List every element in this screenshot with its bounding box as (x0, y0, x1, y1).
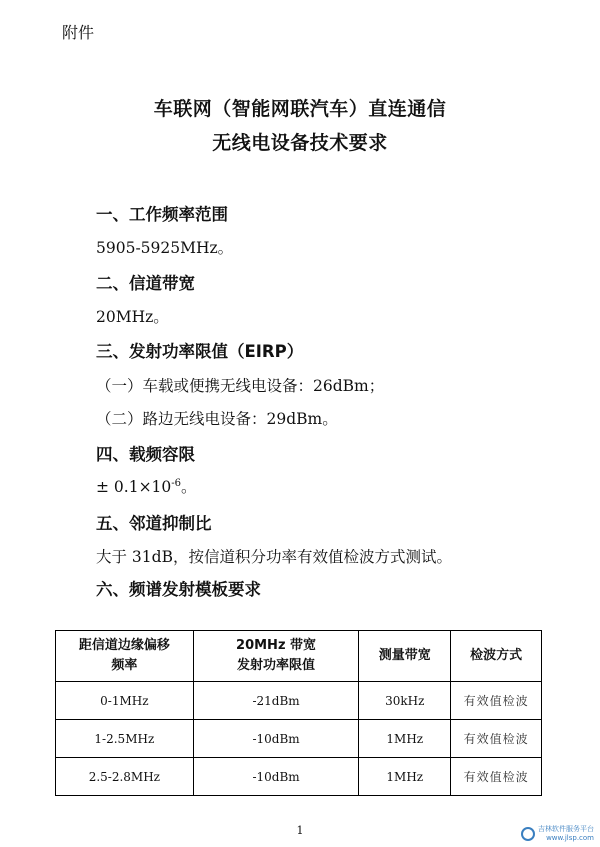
cell-offset: 2.5-2.8MHz (56, 758, 194, 796)
table-row (56, 720, 542, 758)
table-row (56, 758, 542, 796)
cell-bandwidth: 30kHz (359, 682, 451, 720)
carrier-tolerance-value: ± 0.1×10 (96, 478, 172, 496)
header-offset-frequency: 距信道边缘偏移 频率 (56, 631, 194, 682)
cell-offset: 0-1MHz (56, 682, 194, 720)
power-limit-item-roadside: （二）路边无线电设备：29dBm。 (96, 410, 338, 428)
section-heading-carrier-tolerance: 四、载频容限 (96, 445, 195, 464)
watermark-logo-icon (521, 827, 535, 841)
carrier-tolerance-suffix: 。 (181, 478, 197, 496)
page-number: 1 (296, 824, 304, 837)
cell-detection: 有效值检波 (451, 758, 542, 796)
cell-bandwidth: 1MHz (359, 758, 451, 796)
header-detection-method: 检波方式 (451, 631, 542, 682)
document-title-line2: 无线电设备技术要求 (212, 132, 388, 154)
cell-power: -21dBm (193, 682, 359, 720)
header-measurement-bandwidth: 测量带宽 (359, 631, 451, 682)
carrier-tolerance-exponent: -6 (171, 477, 182, 489)
attachment-label: 附件 (62, 23, 95, 42)
section-body-channel-bandwidth: 20MHz。 (96, 308, 169, 326)
document-title-line1: 车联网（智能网联汽车）直连通信 (153, 98, 447, 120)
cell-detection: 有效值检波 (451, 682, 542, 720)
header-power-limit: 20MHz 带宽 发射功率限值 (193, 631, 359, 682)
section-body-carrier-tolerance (96, 475, 197, 497)
cell-offset: 1-2.5MHz (56, 720, 194, 758)
watermark-line1: 吉林软件服务平台 (538, 825, 594, 833)
section-heading-power-limit: 三、发射功率限值（EIRP） (96, 342, 304, 361)
section-heading-spectrum-mask: 六、频谱发射模板要求 (96, 580, 261, 599)
spectrum-mask-table (55, 630, 542, 796)
section-heading-channel-bandwidth: 二、信道带宽 (96, 274, 195, 293)
cell-power: -10dBm (193, 720, 359, 758)
watermark (521, 825, 594, 843)
cell-bandwidth: 1MHz (359, 720, 451, 758)
table-header-row (56, 631, 542, 682)
cell-detection: 有效值检波 (451, 720, 542, 758)
watermark-line2: www.jlsp.com (546, 834, 594, 842)
section-heading-frequency-range: 一、工作频率范围 (96, 205, 228, 224)
table-row (56, 682, 542, 720)
section-heading-adjacent-channel: 五、邻道抑制比 (96, 514, 212, 533)
section-body-frequency-range: 5905-5925MHz。 (96, 239, 234, 257)
power-limit-item-vehicle: （一）车载或便携无线电设备：26dBm； (96, 377, 385, 395)
section-body-adjacent-channel: 大于 31dB，按信道积分功率有效值检波方式测试。 (96, 548, 452, 566)
cell-power: -10dBm (193, 758, 359, 796)
